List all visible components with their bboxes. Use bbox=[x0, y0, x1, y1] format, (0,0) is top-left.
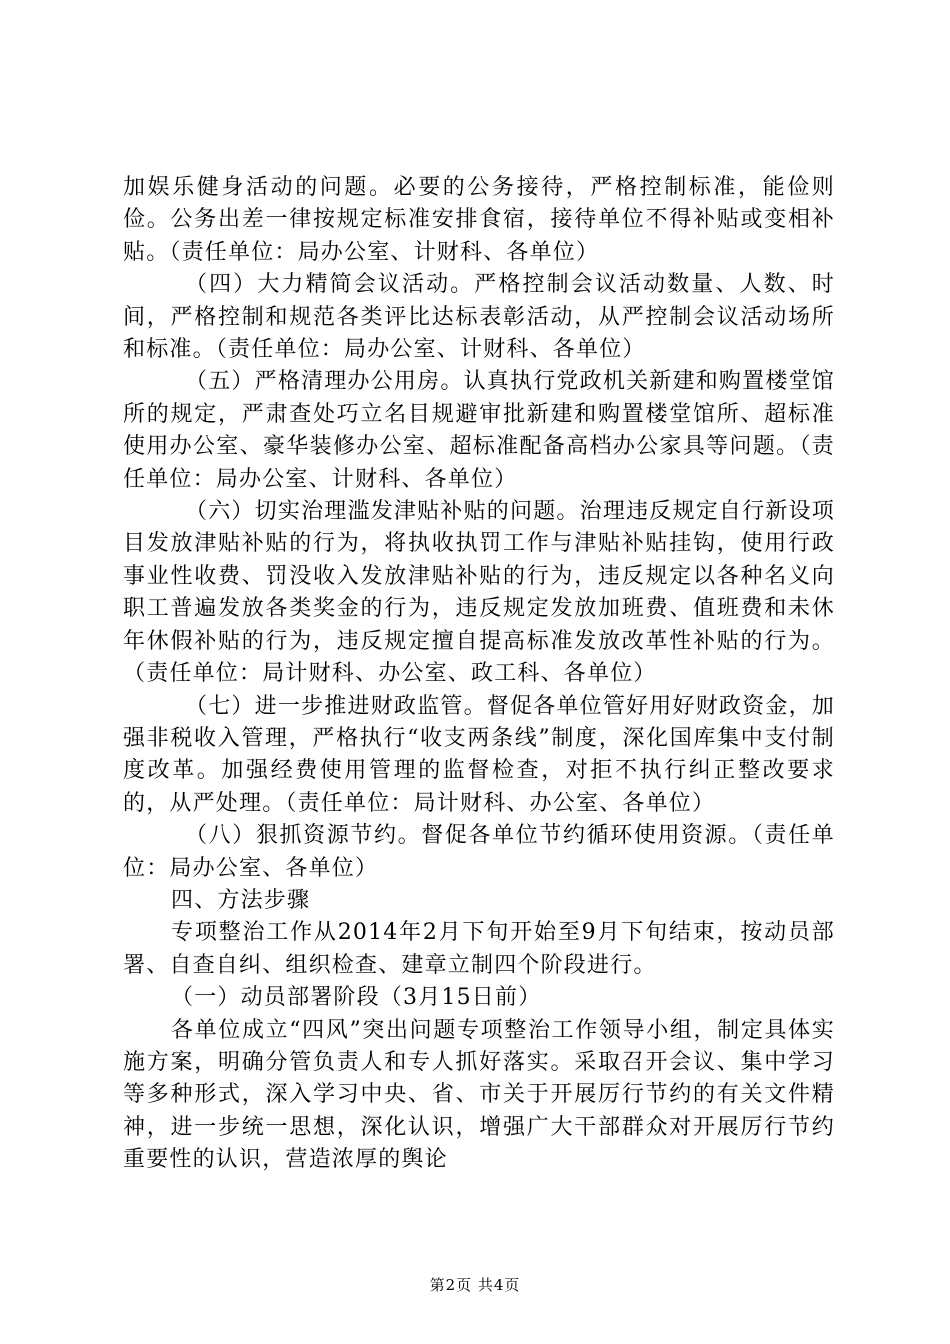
paragraph-item-5-offices: （五）严格清理办公用房。认真执行党政机关新建和购置楼堂馆所的规定，严肃查处巧立名目规避审批新建和购置楼堂馆所、超标准使用办公室、豪华装修办公室、超标准配备高档办公家具等问题。（责任单位：局办公室、计财科、各单位） bbox=[123, 369, 835, 492]
section-heading-methods: 四、方法步骤 bbox=[171, 887, 311, 913]
subheading-mobilization-stage: （一）动员部署阶段（3月15日前） bbox=[171, 985, 542, 1011]
paragraph-mobilization-details: 各单位成立“四风”突出问题专项整治工作领导小组，制定具体实施方案，明确分管负责人和专人抓好落实。采取召开会议、集中学习等多种形式，深入学习中央、省、市关于开展厉行节约的有关文件精神，进一步统一思想，深化认识，增强广大干部群众对开展厉行节约重要性的认识，营造浓厚的舆论 bbox=[123, 1017, 835, 1173]
paragraph-item-7-finance: （七）进一步推进财政监管。督促各单位管好用好财政资金，加强非税收入管理，严格执行“收支两条线”制度，深化国库集中支付制度改革。加强经费使用管理的监督检查，对拒不执行纠正整改要求的，从严处理。（责任单位：局计财科、办公室、各单位） bbox=[123, 693, 835, 816]
page-number-footer: 第2页 共4页 bbox=[429, 1276, 521, 1294]
paragraph-item-8-resources: （八）狠抓资源节约。督促各单位节约循环使用资源。（责任单位：局办公室、各单位） bbox=[123, 823, 835, 881]
document-body bbox=[123, 172, 835, 1177]
paragraph-reception-continued: 加娱乐健身活动的问题。必要的公务接待，严格控制标准，能俭则俭。公务出差一律按规定标准安排食宿，接待单位不得补贴或变相补贴。（责任单位：局办公室、计财科、各单位） bbox=[123, 175, 835, 265]
paragraph-item-4-meetings: （四）大力精简会议活动。严格控制会议活动数量、人数、时间，严格控制和规范各类评比达标表彰活动，从严控制会议活动场所和标准。（责任单位：局办公室、计财科、各单位） bbox=[123, 272, 835, 363]
paragraph-schedule: 专项整治工作从2014年2月下旬开始至9月下旬结束，按动员部署、自查自纠、组织检查、建章立制四个阶段进行。 bbox=[123, 920, 835, 978]
paragraph-item-6-subsidies: （六）切实治理滥发津贴补贴的问题。治理违反规定自行新设项目发放津贴补贴的行为，将执收执罚工作与津贴补贴挂钩，使用行政事业性收费、罚没收入发放津贴补贴的行为，违反规定以各种名义向职工普遍发放各类奖金的行为，违反规定发放加班费、值班费和未休年休假补贴的行为，违反规定擅自提高标准发放改革性补贴的行为。（责任单位：局计财科、办公室、政工科、各单位） bbox=[123, 499, 835, 687]
